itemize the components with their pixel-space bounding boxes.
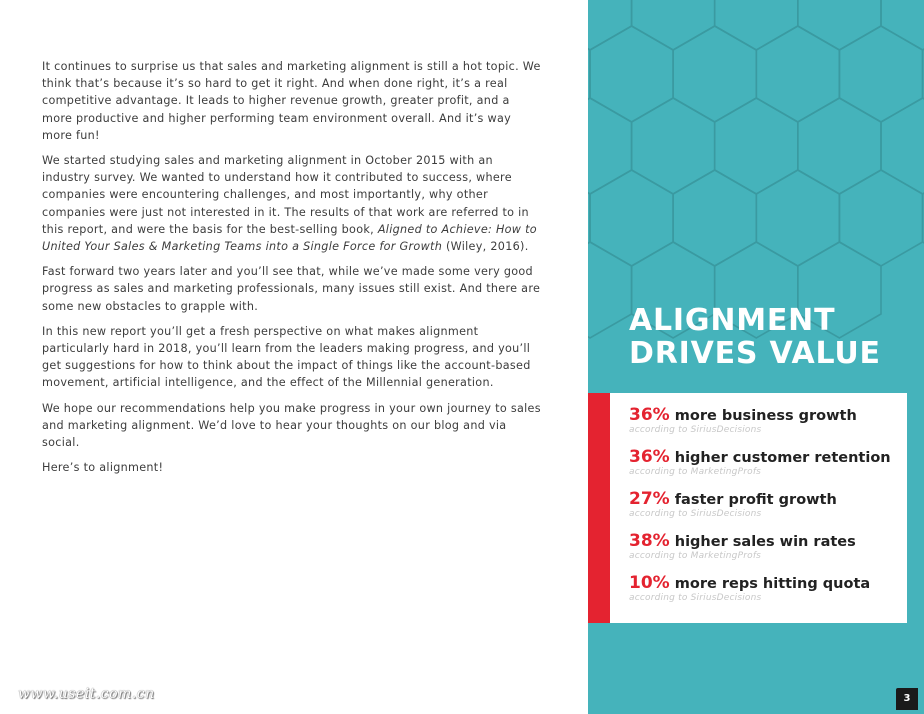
body-text	[42, 58, 542, 484]
stat-source: according to MarketingProfs	[629, 551, 762, 561]
headline-line-1: ALIGNMENT	[629, 303, 836, 338]
paragraph-study-text: We started studying sales and marketing alignment in October 2015 with an industry survey. We wanted to understand how it contributed to success, where companies were encountering challenges, and most importantly, why other companies were just not interested in it. The results of that work are referred to in this report, and were the basis for the best-selling book,	[42, 154, 529, 236]
stat-item	[629, 531, 904, 561]
hexagon-shape	[632, 98, 715, 194]
stat-source: according to SiriusDecisions	[629, 593, 762, 603]
stat-percent: 36%	[629, 447, 670, 467]
hexagon-shape	[590, 26, 673, 122]
stat-line	[629, 405, 904, 425]
stat-label: higher customer retention	[669, 450, 891, 466]
book-publisher: (Wiley, 2016).	[442, 240, 529, 254]
stats-box	[588, 393, 907, 623]
stat-line	[629, 573, 904, 593]
hexagon-shape	[881, 0, 924, 50]
stat-percent: 38%	[629, 531, 670, 551]
paragraph-progress: Fast forward two years later and you’ll see that, while we’ve made some very good progress as sales and marketing professionals, many issues still exist. And there are some new obstacles to grapple with.	[42, 265, 541, 313]
stat-item	[629, 405, 904, 435]
paragraph-new-report: In this new report you’ll get a fresh perspective on what makes alignment particularly hard in 2018, you’ll learn from the leaders making progress, and you’ll get suggestions for how to think about the impact of things like the account-based movement, artificial intelligence, and the effect of the Millennial generation.	[42, 324, 531, 390]
hexagon-shape	[673, 170, 756, 266]
hexagon-shape	[756, 170, 839, 266]
hexagon-shape	[588, 98, 632, 194]
hexagon-shape	[632, 0, 715, 50]
hexagon-shape	[798, 98, 881, 194]
hexagon-shape	[715, 0, 798, 50]
headline-line-2: DRIVES VALUE	[629, 336, 881, 371]
accent-bar	[588, 393, 610, 623]
hexagon-shape	[881, 98, 924, 194]
hexagon-shape	[839, 26, 922, 122]
hexagon-shape	[673, 26, 756, 122]
page-number: 3	[896, 688, 918, 710]
stat-line	[629, 447, 904, 467]
stat-item	[629, 489, 904, 519]
sidebar-panel	[588, 0, 924, 714]
stat-item	[629, 573, 904, 603]
stat-percent: 10%	[629, 573, 670, 593]
paragraph-intro: It continues to surprise us that sales and marketing alignment is still a hot topic. We think that’s because it’s so hard to get it right. And when done right, it’s a real competitive advantage. It leads to higher revenue growth, greater profit, and a more productive and higher performing team environment overall. And it’s way more fun!	[42, 60, 541, 142]
stat-percent: 36%	[629, 405, 670, 425]
stat-line	[629, 531, 904, 551]
stat-label: more reps hitting quota	[669, 576, 871, 592]
stat-item	[629, 447, 904, 477]
watermark: www.useit.com.cn	[18, 686, 155, 702]
stat-label: higher sales win rates	[669, 534, 856, 550]
stat-percent: 27%	[629, 489, 670, 509]
paragraph-study	[42, 152, 542, 255]
hexagon-shape	[839, 170, 922, 266]
sidebar-headline	[629, 304, 919, 370]
stat-label: faster profit growth	[669, 492, 837, 508]
stat-source: according to MarketingProfs	[629, 467, 762, 477]
hexagon-shape	[798, 0, 881, 50]
hexagon-shape	[756, 26, 839, 122]
paragraph-closing: Here’s to alignment!	[42, 461, 164, 475]
paragraph-recommendations: We hope our recommendations help you make progress in your own journey to sales and marketing alignment. We’d love to hear your thoughts on our blog and via social.	[42, 401, 541, 450]
hexagon-shape	[590, 170, 673, 266]
stat-line	[629, 489, 904, 509]
book-title: Aligned to Achieve: How to United Your Sales & Marketing Teams into a Single Force for Growth	[42, 222, 537, 254]
hexagon-shape	[588, 0, 632, 50]
stat-source: according to SiriusDecisions	[629, 509, 762, 519]
stat-label: more business growth	[669, 408, 857, 424]
stat-source: according to SiriusDecisions	[629, 425, 762, 435]
hexagon-shape	[715, 98, 798, 194]
hexagon-shape	[588, 242, 632, 338]
